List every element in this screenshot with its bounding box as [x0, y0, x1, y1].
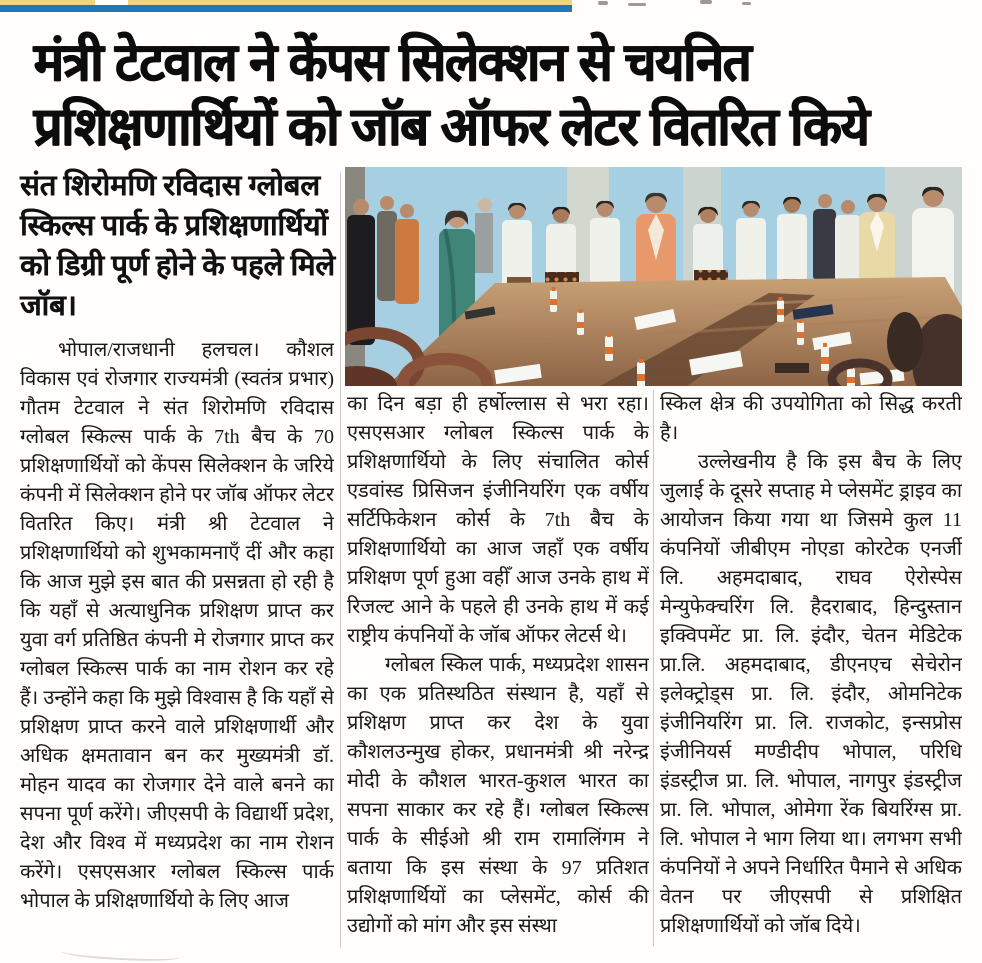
- cropped-text-fragment: [700, 0, 712, 4]
- article-headline: [34, 30, 964, 159]
- person-security-black: [347, 199, 375, 345]
- cropped-text-fragment: [742, 2, 751, 5]
- body-column-2: [347, 390, 649, 950]
- paragraph: भोपाल/राजधानी हलचल। कौशल विकास एवं रोजगार राज्यमंत्री (स्वतंत्र प्रभार) गौतम टेटवाल ने संत शिरोमणि रविदास ग्लोबल स्किल्स पार्क के 7th बैच के 70 प्रशिक्षणार्थियों को केंपस सिलेक्शन के जरिये कंपनी में सिलेक्शन होने पर जॉब ऑफर लेटर वितरित किए। मंत्री श्री टेटवाल ने प्रशिक्षणार्थियो को शुभकामनाएँ दीं और कहा कि आज मुझे इस बात की प्रसन्नता हो रही है कि यहाँ से अत्याधुनिक प्रशिक्षण प्राप्त कर युवा वर्ग प्रतिष्ठित कंपनी मे रोजगार प्राप्त कर ग्लोबल स्किल्स पार्क का नाम रोशन कर रहे हैं। उन्होंने कहा कि मुझे विश्वास है कि यहाँ से प्रशिक्षण प्राप्त करने वाले प्रशिक्षणार्थी और अधिक क्षमतावान बन कर मुख्यमंत्री डॉ. मोहन यादव का रोजगार देने वाले बनने का सपना पूर्ण करेंगे। जीएसपी के विद्यार्थी प्रदेश, देश और विश्व में मध्यप्रदेश का नाम रोशन करेंगे। एसएसआर ग्लोबल स्किल्स पार्क भोपाल के प्रशिक्षणार्थियो के लिए आज: [20, 339, 334, 912]
- body-column-1: [20, 336, 334, 950]
- person-background: [377, 196, 397, 301]
- article-subheadline: संत शिरोमणि रविदास ग्लोबल स्किल्स पार्क के प्रशिक्षणार्थियों को डिग्री पूर्ण होने के पहले मिले जॉब।: [20, 170, 335, 322]
- column-divider: [653, 390, 654, 946]
- cropped-text-fragment: [598, 1, 608, 5]
- paragraph: का दिन बड़ा ही हर्षोल्लास से भरा रहा। एसएसआर ग्लोबल स्किल्स पार्क के प्रशिक्षणार्थियो के लिए संचालित कोर्स एडवांस्ड प्रिसिजन इंजीनियरिंग एक वर्षीय सर्टिफिकेशन कोर्स के 7th बैच के प्रशिक्षणार्थियो का आज जहाँ एक वर्षीय प्रशिक्षण पूर्ण हुआ वहीँ आज उनके हाथ में रिजल्ट आने के पहले ही उनके हाथ में कई राष्ट्रीय कंपनियों के जॉब ऑफर लेटर्स थे।: [347, 393, 649, 647]
- group-photo: [345, 167, 962, 386]
- column-divider: [340, 172, 341, 948]
- headline-line-1: मंत्री टेटवाल ने केंपस सिलेक्शन से चयनित: [34, 32, 751, 92]
- body-column-3: [660, 390, 962, 950]
- masthead-stripe: [0, 0, 572, 12]
- cropped-text-fragment: [628, 3, 646, 6]
- paragraph: स्किल क्षेत्र की उपयोगिता को सिद्ध करती है।: [660, 393, 962, 444]
- paragraph: ग्लोबल स्किल पार्क, मध्यप्रदेश शासन का एक प्रतिस्थठित संस्थान है, यहाँ से प्रशिक्षण प्राप्त कर देश के युवा कौशलउन्मुख होकर, प्रधानमंत्री श्री नरेन्द्र मोदी के कौशल भारत-कुशल भारत का सपना साकार कर रहे हैं। ग्लोबल स्किल्स पार्क के सीईओ श्री राम रामालिंगम ने बताया कि इस संस्था के 97 प्रतिशत प्रशिक्षणार्थियों का प्लेसमेंट, कोर्स की उद्योगों को मांग और इस संस्था: [347, 654, 649, 937]
- headline-line-2: प्रशिक्षणार्थियों को जॉब ऑफर लेटर वितरित किये: [34, 96, 869, 157]
- masthead-stripe-blue: [0, 5, 572, 12]
- paragraph: उल्लेखनीय है कि इस बैच के लिए जुलाई के दूसरे सप्ताह मे प्लेसमेंट ड्राइव का आयोजन किया गया था जिसमे कुल 11 कंपनियों जीबीएम नोएडा कोरटेक एनर्जी लि. अहमदाबाद, राघव ऐरोस्पेस मेन्युफेक्चरिंग लि. हैदराबाद, हिन्दुस्तान इक्विपमेंट प्रा. लि. इंदौर, चेतन मेडिटेक प्रा.लि. अहमदाबाद, डीएनएच सेचेरोन इलेक्ट्रोड्स प्रा. लि. इंदौर, ओमनिटेक इंजीनियरिंग प्रा. लि. राजकोट, इन्सप्रोस इंजीनियर्स मण्डीदीप भोपाल, परिधि इंडस्ट्रीज प्रा. लि. भोपाल, नागपुर इंडस्ट्रीज प्रा. लि. भोपाल, ओमेगा रेंक बियरिंग्स प्रा. लि. भोपाल ने भाग लिया था। लगभग सभी कंपनियों ने अपने निर्धारित पैमाने से अधिक वेतन पर जीएसपी से प्रशिक्षित प्रशिक्षणार्थियों को जॉब दिये।: [660, 451, 962, 937]
